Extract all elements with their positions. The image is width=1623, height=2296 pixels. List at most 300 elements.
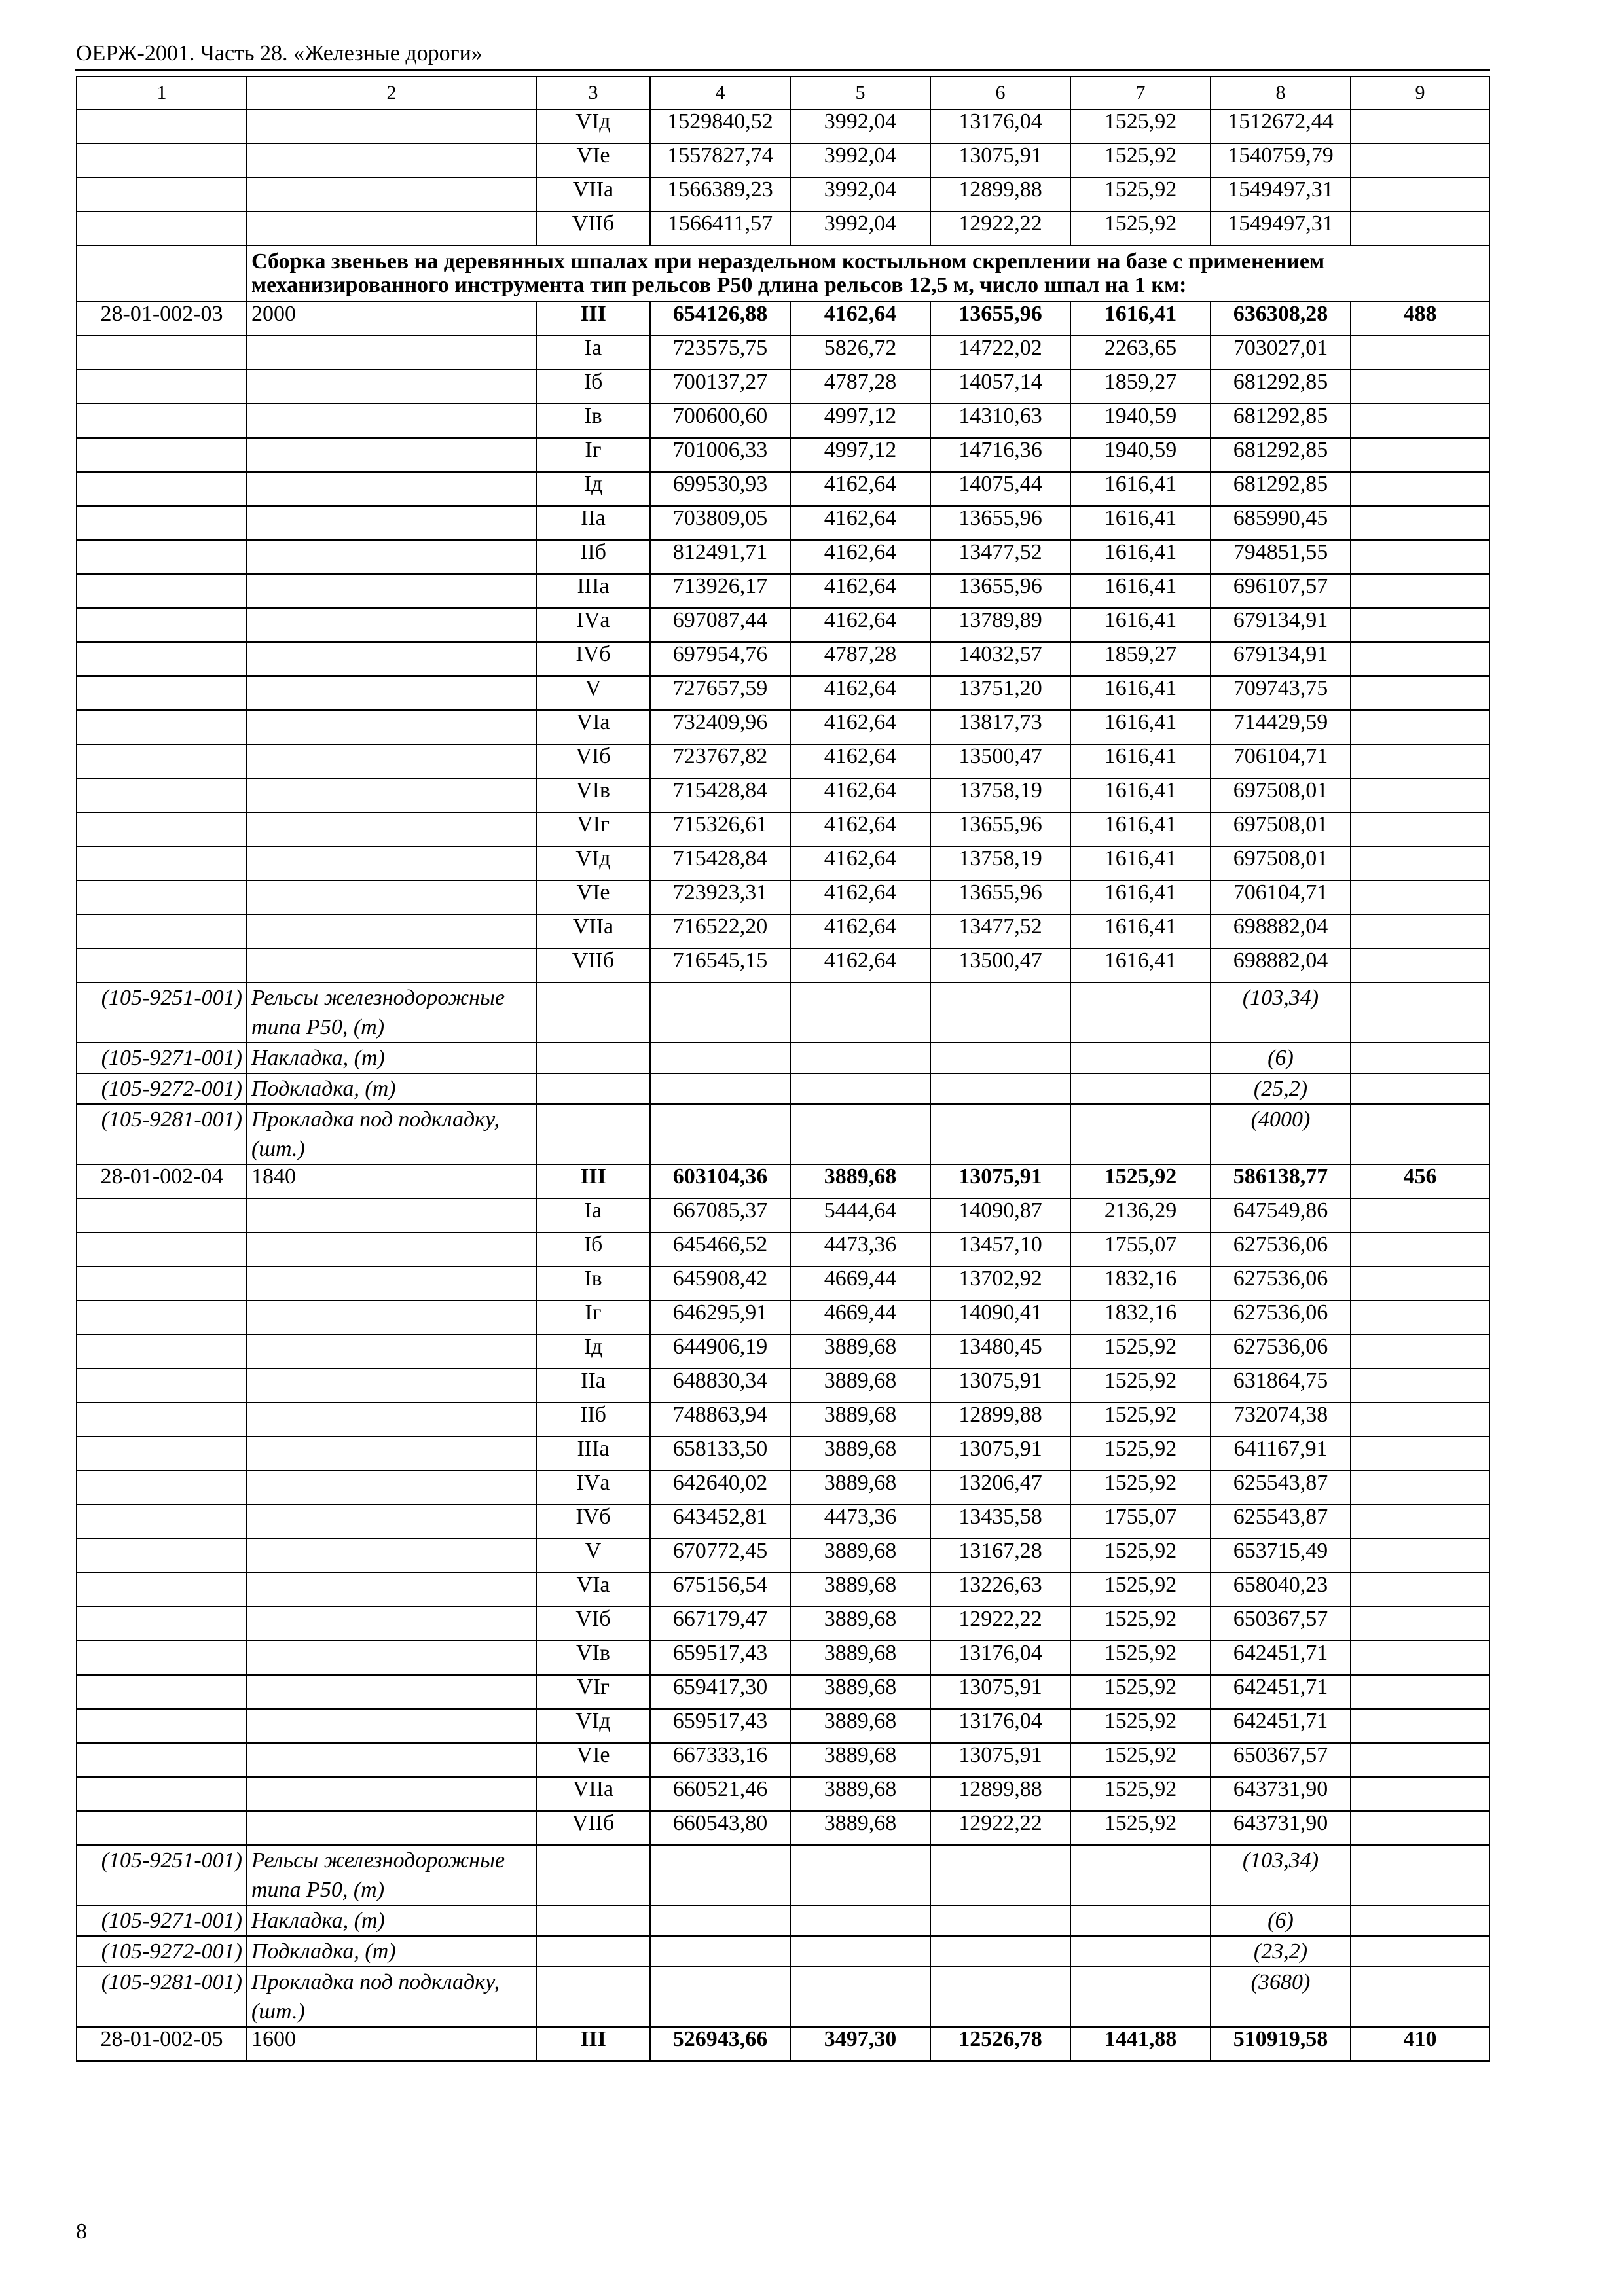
labor-cell: [1351, 1743, 1489, 1777]
wages-cell: 4669,44: [790, 1266, 930, 1300]
empty-cell: [1351, 1936, 1489, 1967]
price-zone-cell: IVб: [536, 1505, 650, 1539]
price-zone-cell: Iд: [536, 472, 650, 506]
description-cell: [247, 109, 536, 143]
total-cost-cell: 667179,47: [650, 1607, 790, 1641]
empty-cell: [930, 1936, 1070, 1967]
empty-cell: [1351, 1905, 1489, 1936]
code-cell: [77, 574, 247, 608]
labor-cell: 410: [1351, 2027, 1489, 2061]
empty-cell: [1070, 1936, 1211, 1967]
empty-cell: [650, 1936, 790, 1967]
wages-cell: 3889,68: [790, 1777, 930, 1811]
code-cell: [77, 608, 247, 642]
price-zone-cell: VIв: [536, 778, 650, 812]
empty-cell: [930, 1073, 1070, 1104]
section-title-row: [77, 245, 1489, 302]
machinist-wages-cell: 1616,41: [1070, 710, 1211, 744]
document-title: ОЕРЖ-2001. Часть 28. «Железные дороги»: [76, 41, 483, 65]
machines-cell: 13655,96: [930, 880, 1070, 914]
labor-cell: [1351, 710, 1489, 744]
empty-cell: [790, 1073, 930, 1104]
machinist-wages-cell: 1525,92: [1070, 109, 1211, 143]
wages-cell: 5826,72: [790, 336, 930, 370]
labor-cell: [1351, 1335, 1489, 1369]
material-quantity: (23,2): [1211, 1936, 1351, 1967]
material-code: (105-9251-001): [77, 1845, 247, 1905]
materials-cell: 625543,87: [1211, 1471, 1351, 1505]
material-code: (105-9271-001): [77, 1043, 247, 1073]
material-name: Подкладка, (т): [247, 1936, 536, 1967]
empty-cell: [930, 1104, 1070, 1164]
labor-cell: [1351, 642, 1489, 676]
materials-cell: 714429,59: [1211, 710, 1351, 744]
description-cell: [247, 846, 536, 880]
table-row: [77, 1300, 1489, 1335]
wages-cell: 3889,68: [790, 1573, 930, 1607]
price-zone-cell: Iа: [536, 336, 650, 370]
code-cell: [77, 404, 247, 438]
table-row: [77, 506, 1489, 540]
machinist-wages-cell: 1616,41: [1070, 472, 1211, 506]
machines-cell: 13075,91: [930, 1743, 1070, 1777]
code-cell: [77, 778, 247, 812]
labor-cell: [1351, 109, 1489, 143]
total-cost-cell: 659517,43: [650, 1709, 790, 1743]
labor-cell: [1351, 608, 1489, 642]
material-code: (105-9251-001): [77, 982, 247, 1043]
material-name: Прокладка под подкладку, (шт.): [247, 1967, 536, 2027]
total-cost-cell: 659417,30: [650, 1675, 790, 1709]
price-zone-cell: VIа: [536, 1573, 650, 1607]
material-row: [77, 1104, 1489, 1164]
wages-cell: 4162,64: [790, 846, 930, 880]
labor-cell: [1351, 1198, 1489, 1232]
price-zone-cell: VIIб: [536, 211, 650, 245]
table-row: [77, 1266, 1489, 1300]
price-zone-cell: Iб: [536, 370, 650, 404]
labor-cell: 488: [1351, 302, 1489, 336]
description-cell: [247, 1266, 536, 1300]
empty-cell: [650, 982, 790, 1043]
table-row: [77, 1641, 1489, 1675]
materials-cell: 625543,87: [1211, 1505, 1351, 1539]
table-row: [77, 438, 1489, 472]
machines-cell: 13226,63: [930, 1573, 1070, 1607]
table-row: [77, 1743, 1489, 1777]
wages-cell: 3889,68: [790, 1641, 930, 1675]
labor-cell: [1351, 1573, 1489, 1607]
wages-cell: 4162,64: [790, 506, 930, 540]
wages-cell: 3889,68: [790, 1335, 930, 1369]
price-zone-cell: Iд: [536, 1335, 650, 1369]
price-zone-cell: IIа: [536, 1369, 650, 1403]
description-cell: [247, 506, 536, 540]
machinist-wages-cell: 1525,92: [1070, 1641, 1211, 1675]
machines-cell: 13655,96: [930, 506, 1070, 540]
total-cost-cell: 1557827,74: [650, 143, 790, 177]
labor-cell: [1351, 744, 1489, 778]
description-cell: [247, 1232, 536, 1266]
description-cell: [247, 1471, 536, 1505]
column-number: 6: [930, 77, 1070, 109]
tariff-table-container: [76, 76, 1489, 2062]
total-cost-cell: 723767,82: [650, 744, 790, 778]
machines-cell: 13789,89: [930, 608, 1070, 642]
machines-cell: 13702,92: [930, 1266, 1070, 1300]
machinist-wages-cell: 1525,92: [1070, 143, 1211, 177]
column-number: 8: [1211, 77, 1351, 109]
machines-cell: 13500,47: [930, 744, 1070, 778]
machines-cell: 13655,96: [930, 812, 1070, 846]
price-zone-cell: Iг: [536, 438, 650, 472]
code-cell: [77, 846, 247, 880]
header-rule: [75, 69, 1490, 71]
machinist-wages-cell: 1616,41: [1070, 948, 1211, 982]
description-cell: [247, 211, 536, 245]
machinist-wages-cell: 1832,16: [1070, 1300, 1211, 1335]
total-cost-cell: 715428,84: [650, 778, 790, 812]
labor-cell: [1351, 1403, 1489, 1437]
code-cell: [77, 1437, 247, 1471]
materials-cell: 706104,71: [1211, 880, 1351, 914]
machines-cell: 14310,63: [930, 404, 1070, 438]
rate-code: 28-01-002-04: [77, 1164, 247, 1198]
material-row: [77, 1905, 1489, 1936]
price-zone-cell: III: [536, 2027, 650, 2061]
material-code: (105-9272-001): [77, 1073, 247, 1104]
machinist-wages-cell: 1525,92: [1070, 1607, 1211, 1641]
machinist-wages-cell: 1525,92: [1070, 1403, 1211, 1437]
empty-cell: [930, 1043, 1070, 1073]
materials-cell: 1540759,79: [1211, 143, 1351, 177]
machines-cell: 13477,52: [930, 914, 1070, 948]
materials-cell: 636308,28: [1211, 302, 1351, 336]
price-zone-cell: VIе: [536, 880, 650, 914]
price-zone-cell: VIIб: [536, 1811, 650, 1845]
machines-cell: 12899,88: [930, 1403, 1070, 1437]
wages-cell: 4162,64: [790, 302, 930, 336]
empty-cell: [930, 1845, 1070, 1905]
code-cell: [77, 1709, 247, 1743]
empty-cell: [536, 1905, 650, 1936]
machines-cell: 13176,04: [930, 1641, 1070, 1675]
code-cell: [77, 642, 247, 676]
empty-cell: [1070, 1043, 1211, 1073]
total-cost-cell: 732409,96: [650, 710, 790, 744]
materials-cell: 709743,75: [1211, 676, 1351, 710]
machines-cell: 13655,96: [930, 302, 1070, 336]
continuation-row: [77, 177, 1489, 211]
code-cell: [77, 1335, 247, 1369]
tariff-table: [76, 76, 1490, 2062]
description-cell: [247, 642, 536, 676]
page-number: 8: [76, 2219, 87, 2244]
materials-cell: 1549497,31: [1211, 211, 1351, 245]
total-cost-cell: 716522,20: [650, 914, 790, 948]
table-row: [77, 778, 1489, 812]
material-name: Рельсы железнодорожные типа Р50, (т): [247, 982, 536, 1043]
machines-cell: 13435,58: [930, 1505, 1070, 1539]
material-name: Подкладка, (т): [247, 1073, 536, 1104]
code-cell: [77, 472, 247, 506]
empty-cell: [650, 1845, 790, 1905]
table-row: [77, 1675, 1489, 1709]
material-quantity: (103,34): [1211, 1845, 1351, 1905]
machines-cell: 12899,88: [930, 177, 1070, 211]
materials-cell: 681292,85: [1211, 438, 1351, 472]
code-cell: [77, 1777, 247, 1811]
empty-cell: [790, 1936, 930, 1967]
code-cell: [77, 914, 247, 948]
column-number-row: [77, 77, 1489, 109]
code-cell: [77, 438, 247, 472]
empty-cell: [1070, 982, 1211, 1043]
material-row: [77, 982, 1489, 1043]
machines-cell: 13206,47: [930, 1471, 1070, 1505]
table-row: [77, 2027, 1489, 2061]
total-cost-cell: 748863,94: [650, 1403, 790, 1437]
material-quantity: (103,34): [1211, 982, 1351, 1043]
price-zone-cell: IVб: [536, 642, 650, 676]
code-cell: [77, 1675, 247, 1709]
description-cell: [247, 1641, 536, 1675]
total-cost-cell: 667085,37: [650, 1198, 790, 1232]
empty-cell: [1070, 1845, 1211, 1905]
description-cell: [247, 710, 536, 744]
labor-cell: [1351, 1266, 1489, 1300]
machines-cell: 13817,73: [930, 710, 1070, 744]
wages-cell: 3497,30: [790, 2027, 930, 2061]
machines-cell: 13176,04: [930, 1709, 1070, 1743]
materials-cell: 706104,71: [1211, 744, 1351, 778]
labor-cell: [1351, 370, 1489, 404]
total-cost-cell: 644906,19: [650, 1335, 790, 1369]
labor-cell: [1351, 778, 1489, 812]
machines-cell: 12526,78: [930, 2027, 1070, 2061]
empty-cell: [1070, 1104, 1211, 1164]
price-zone-cell: IIб: [536, 540, 650, 574]
machinist-wages-cell: 1525,92: [1070, 1573, 1211, 1607]
description-cell: [247, 1607, 536, 1641]
wages-cell: 4162,64: [790, 472, 930, 506]
machinist-wages-cell: 1616,41: [1070, 302, 1211, 336]
total-cost-cell: 812491,71: [650, 540, 790, 574]
materials-cell: 650367,57: [1211, 1607, 1351, 1641]
code-cell: [77, 370, 247, 404]
price-zone-cell: Iб: [536, 1232, 650, 1266]
materials-cell: 698882,04: [1211, 948, 1351, 982]
total-cost-cell: 675156,54: [650, 1573, 790, 1607]
price-zone-cell: VIб: [536, 744, 650, 778]
machinist-wages-cell: 1525,92: [1070, 1164, 1211, 1198]
machines-cell: 12899,88: [930, 1777, 1070, 1811]
machines-cell: 13500,47: [930, 948, 1070, 982]
total-cost-cell: 701006,33: [650, 438, 790, 472]
machinist-wages-cell: 1616,41: [1070, 676, 1211, 710]
table-row: [77, 1471, 1489, 1505]
materials-cell: 658040,23: [1211, 1573, 1351, 1607]
machines-cell: 13751,20: [930, 676, 1070, 710]
material-quantity: (6): [1211, 1043, 1351, 1073]
machines-cell: 13075,91: [930, 1437, 1070, 1471]
code-cell: [77, 948, 247, 982]
wages-cell: 4162,64: [790, 574, 930, 608]
materials-cell: 697508,01: [1211, 846, 1351, 880]
description-cell: [247, 1539, 536, 1573]
total-cost-cell: 645908,42: [650, 1266, 790, 1300]
table-row: [77, 1369, 1489, 1403]
materials-cell: 631864,75: [1211, 1369, 1351, 1403]
description-cell: [247, 1675, 536, 1709]
description-cell: [247, 1505, 536, 1539]
total-cost-cell: 697954,76: [650, 642, 790, 676]
machinist-wages-cell: 1525,92: [1070, 1335, 1211, 1369]
machinist-wages-cell: 1616,41: [1070, 812, 1211, 846]
code-cell: [77, 1471, 247, 1505]
wages-cell: 4162,64: [790, 744, 930, 778]
wages-cell: 4473,36: [790, 1505, 930, 1539]
empty-cell: [790, 1043, 930, 1073]
wages-cell: 4162,64: [790, 608, 930, 642]
labor-cell: [1351, 1709, 1489, 1743]
empty-cell: [1351, 1967, 1489, 2027]
code-cell: [77, 540, 247, 574]
table-row: [77, 1403, 1489, 1437]
total-cost-cell: 715326,61: [650, 812, 790, 846]
labor-cell: [1351, 812, 1489, 846]
machinist-wages-cell: 1616,41: [1070, 778, 1211, 812]
table-row: [77, 1335, 1489, 1369]
table-row: [77, 846, 1489, 880]
total-cost-cell: 703809,05: [650, 506, 790, 540]
rate-code: 28-01-002-03: [77, 302, 247, 336]
labor-cell: [1351, 1369, 1489, 1403]
empty-cell: [650, 1967, 790, 2027]
description-cell: [247, 744, 536, 778]
table-row: [77, 744, 1489, 778]
materials-cell: 627536,06: [1211, 1232, 1351, 1266]
price-zone-cell: VIв: [536, 1641, 650, 1675]
material-code: (105-9272-001): [77, 1936, 247, 1967]
wages-cell: 4162,64: [790, 914, 930, 948]
price-zone-cell: VIг: [536, 1675, 650, 1709]
price-zone-cell: V: [536, 676, 650, 710]
empty-cell: [536, 982, 650, 1043]
total-cost-cell: 697087,44: [650, 608, 790, 642]
wages-cell: 3889,68: [790, 1743, 930, 1777]
material-row: [77, 1043, 1489, 1073]
description-cell: [247, 914, 536, 948]
machinist-wages-cell: 2263,65: [1070, 336, 1211, 370]
empty-cell: [790, 982, 930, 1043]
empty-cell: [1070, 1967, 1211, 2027]
wages-cell: 4162,64: [790, 812, 930, 846]
material-row: [77, 1967, 1489, 2027]
machines-cell: 13480,45: [930, 1335, 1070, 1369]
empty-cell: [536, 1967, 650, 2027]
machines-cell: 13075,91: [930, 1369, 1070, 1403]
table-row: [77, 1539, 1489, 1573]
machines-cell: 12922,22: [930, 1607, 1070, 1641]
description-cell: [247, 336, 536, 370]
empty-cell: [1351, 1104, 1489, 1164]
wages-cell: 4162,64: [790, 778, 930, 812]
column-number: 9: [1351, 77, 1489, 109]
machines-cell: 13176,04: [930, 109, 1070, 143]
labor-cell: [1351, 404, 1489, 438]
machines-cell: 14090,41: [930, 1300, 1070, 1335]
total-cost-cell: 699530,93: [650, 472, 790, 506]
wages-cell: 3889,68: [790, 1437, 930, 1471]
labor-cell: 456: [1351, 1164, 1489, 1198]
wages-cell: 3889,68: [790, 1811, 930, 1845]
machinist-wages-cell: 1616,41: [1070, 506, 1211, 540]
price-zone-cell: IVа: [536, 1471, 650, 1505]
machinist-wages-cell: 1525,92: [1070, 1437, 1211, 1471]
description-cell: [247, 574, 536, 608]
code-cell: [77, 812, 247, 846]
machinist-wages-cell: 1441,88: [1070, 2027, 1211, 2061]
price-zone-cell: IIIа: [536, 1437, 650, 1471]
wages-cell: 3992,04: [790, 109, 930, 143]
wages-cell: 4162,64: [790, 540, 930, 574]
labor-cell: [1351, 1505, 1489, 1539]
code-cell: [77, 744, 247, 778]
machinist-wages-cell: 1616,41: [1070, 608, 1211, 642]
description-cell: [247, 1709, 536, 1743]
labor-cell: [1351, 1300, 1489, 1335]
empty-cell: [536, 1845, 650, 1905]
machinist-wages-cell: 1525,92: [1070, 1709, 1211, 1743]
materials-cell: 510919,58: [1211, 2027, 1351, 2061]
total-cost-cell: 1529840,52: [650, 109, 790, 143]
wages-cell: 3889,68: [790, 1539, 930, 1573]
materials-cell: 685990,45: [1211, 506, 1351, 540]
empty-cell: [930, 1905, 1070, 1936]
machines-cell: 13758,19: [930, 846, 1070, 880]
code-cell: [77, 1607, 247, 1641]
materials-cell: 681292,85: [1211, 370, 1351, 404]
empty-cell: [1070, 1073, 1211, 1104]
column-number: 4: [650, 77, 790, 109]
empty-cell: [1351, 1043, 1489, 1073]
materials-cell: 642451,71: [1211, 1641, 1351, 1675]
description-cell: [247, 1300, 536, 1335]
table-row: [77, 1811, 1489, 1845]
labor-cell: [1351, 438, 1489, 472]
total-cost-cell: 723575,75: [650, 336, 790, 370]
total-cost-cell: 716545,15: [650, 948, 790, 982]
machinist-wages-cell: 1859,27: [1070, 642, 1211, 676]
description-cell: [247, 778, 536, 812]
price-zone-cell: III: [536, 1164, 650, 1198]
description-cell: [247, 1777, 536, 1811]
machinist-wages-cell: 1616,41: [1070, 914, 1211, 948]
continuation-row: [77, 211, 1489, 245]
materials-cell: 627536,06: [1211, 1300, 1351, 1335]
machinist-wages-cell: 1525,92: [1070, 1811, 1211, 1845]
machines-cell: 12922,22: [930, 1811, 1070, 1845]
description-cell: [247, 143, 536, 177]
wages-cell: 4997,12: [790, 438, 930, 472]
labor-cell: [1351, 336, 1489, 370]
code-cell: [77, 506, 247, 540]
price-zone-cell: Iв: [536, 404, 650, 438]
price-zone-cell: VIIа: [536, 914, 650, 948]
labor-cell: [1351, 177, 1489, 211]
description-cell: [247, 472, 536, 506]
